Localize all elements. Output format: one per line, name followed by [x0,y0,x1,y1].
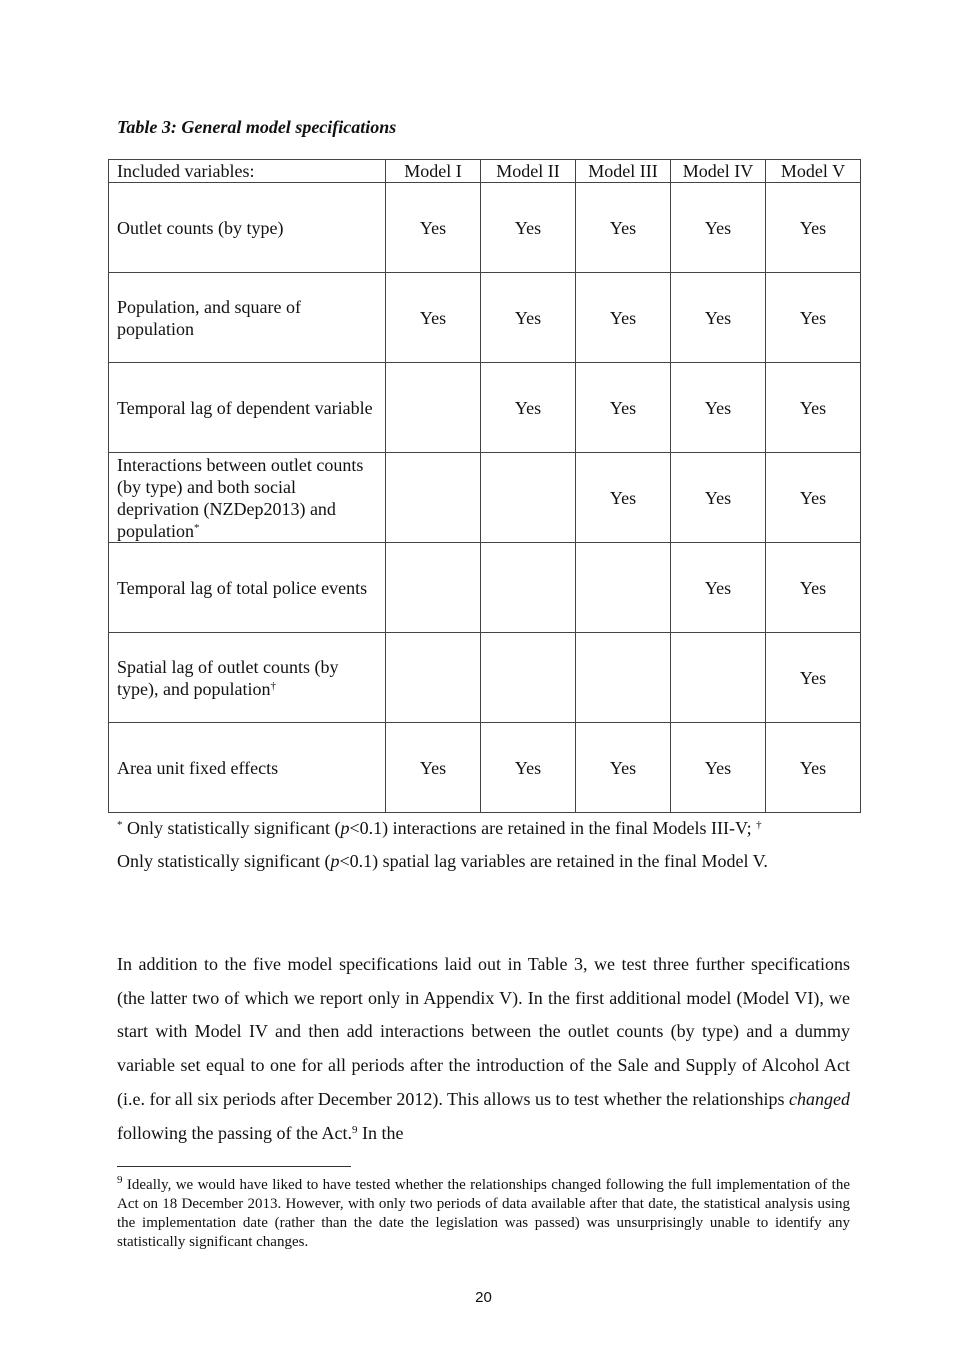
header-included-variables: Included variables: [109,160,386,183]
table-cell [576,633,671,723]
header-model-i: Model I [386,160,481,183]
table-cell: Yes [386,273,481,363]
table-cell: Yes [576,273,671,363]
header-model-iv: Model IV [671,160,766,183]
table-cell [386,453,481,543]
table-cell [386,633,481,723]
table-cell: Yes [671,363,766,453]
table-cell: Yes [481,273,576,363]
table-row [109,543,861,633]
table-cell: Yes [576,363,671,453]
row-label: Temporal lag of total police events [109,543,386,633]
table-cell: Yes [671,273,766,363]
table-cell [671,633,766,723]
table-cell [481,633,576,723]
table-row [109,633,861,723]
table-cell: Yes [671,543,766,633]
table-cell: Yes [766,183,861,273]
page-number: 20 [475,1289,492,1306]
table-cell: Yes [766,723,861,813]
header-model-iii: Model III [576,160,671,183]
row-label: Population, and square of population [109,273,386,363]
table-row [109,453,861,543]
table-cell: Yes [766,363,861,453]
table-note-line-1: * Only statistically significant (p<0.1) interactions are retained in the final Models III-V; † [117,818,762,838]
table-row [109,273,861,363]
row-label: Temporal lag of dependent variable [109,363,386,453]
body-paragraph: In addition to the five model specifications laid out in Table 3, we test three further specifications (the latter two of which we report only in Appendix V). In the first additional model (Model VI), we start with Model IV and then add interactions between the outlet counts (by type) and a dummy variable set equal to one for all periods after the introduction of the Sale and Supply of Alcohol Act (i.e. for all six periods after December 2012). This allows us to test whether the relationships changed following the passing of the Act.$^9$ In the [117,954,850,1143]
table-cell: Yes [481,183,576,273]
table-cell: Yes [576,183,671,273]
row-label: Outlet counts (by type) [109,183,386,273]
table-cell [481,543,576,633]
table-cell: Yes [766,633,861,723]
footnote: $^9$ Ideally, we would have liked to have tested whether the relationships changed following the full implementation of the Act on 18 December 2013. However, with only two periods of data available after that date, the statistical analysis using the implementation date (rather than the date the legislation was passed) was unsurprisingly unable to identify any statistically significant changes. [117,1174,850,1250]
row-label: Area unit fixed effects [109,723,386,813]
table-cell [576,543,671,633]
table-cell: Yes [481,723,576,813]
footnote-reference: 9 [351,1123,358,1136]
table-cell: Yes [766,453,861,543]
table-caption: Table 3: General model specifications [117,117,397,137]
table-cell [481,453,576,543]
table-cell: Yes [671,183,766,273]
model-specifications-table [108,159,861,813]
table-row [109,723,861,813]
table-cell: Yes [481,363,576,453]
table-cell: Yes [386,723,481,813]
table-cell: Yes [766,273,861,363]
table-header-row [109,160,861,183]
header-model-ii: Model II [481,160,576,183]
table-cell: Yes [576,453,671,543]
table-row [109,363,861,453]
row-label: Spatial lag of outlet counts (by type), and population† [109,633,386,723]
table-cell: Yes [576,723,671,813]
table-note-line-2: Only statistically significant (p<0.1) spatial lag variables are retained in the final Model V. [117,851,768,871]
table-cell [386,543,481,633]
table-cell [386,363,481,453]
row-label: Interactions between outlet counts (by type) and both social deprivation (NZDep2013) and population* [109,453,386,543]
table-cell: Yes [766,543,861,633]
table-cell: Yes [671,453,766,543]
table-cell: Yes [386,183,481,273]
footnote-separator [117,1166,351,1167]
table-cell: Yes [671,723,766,813]
header-model-v: Model V [766,160,861,183]
table-row [109,183,861,273]
